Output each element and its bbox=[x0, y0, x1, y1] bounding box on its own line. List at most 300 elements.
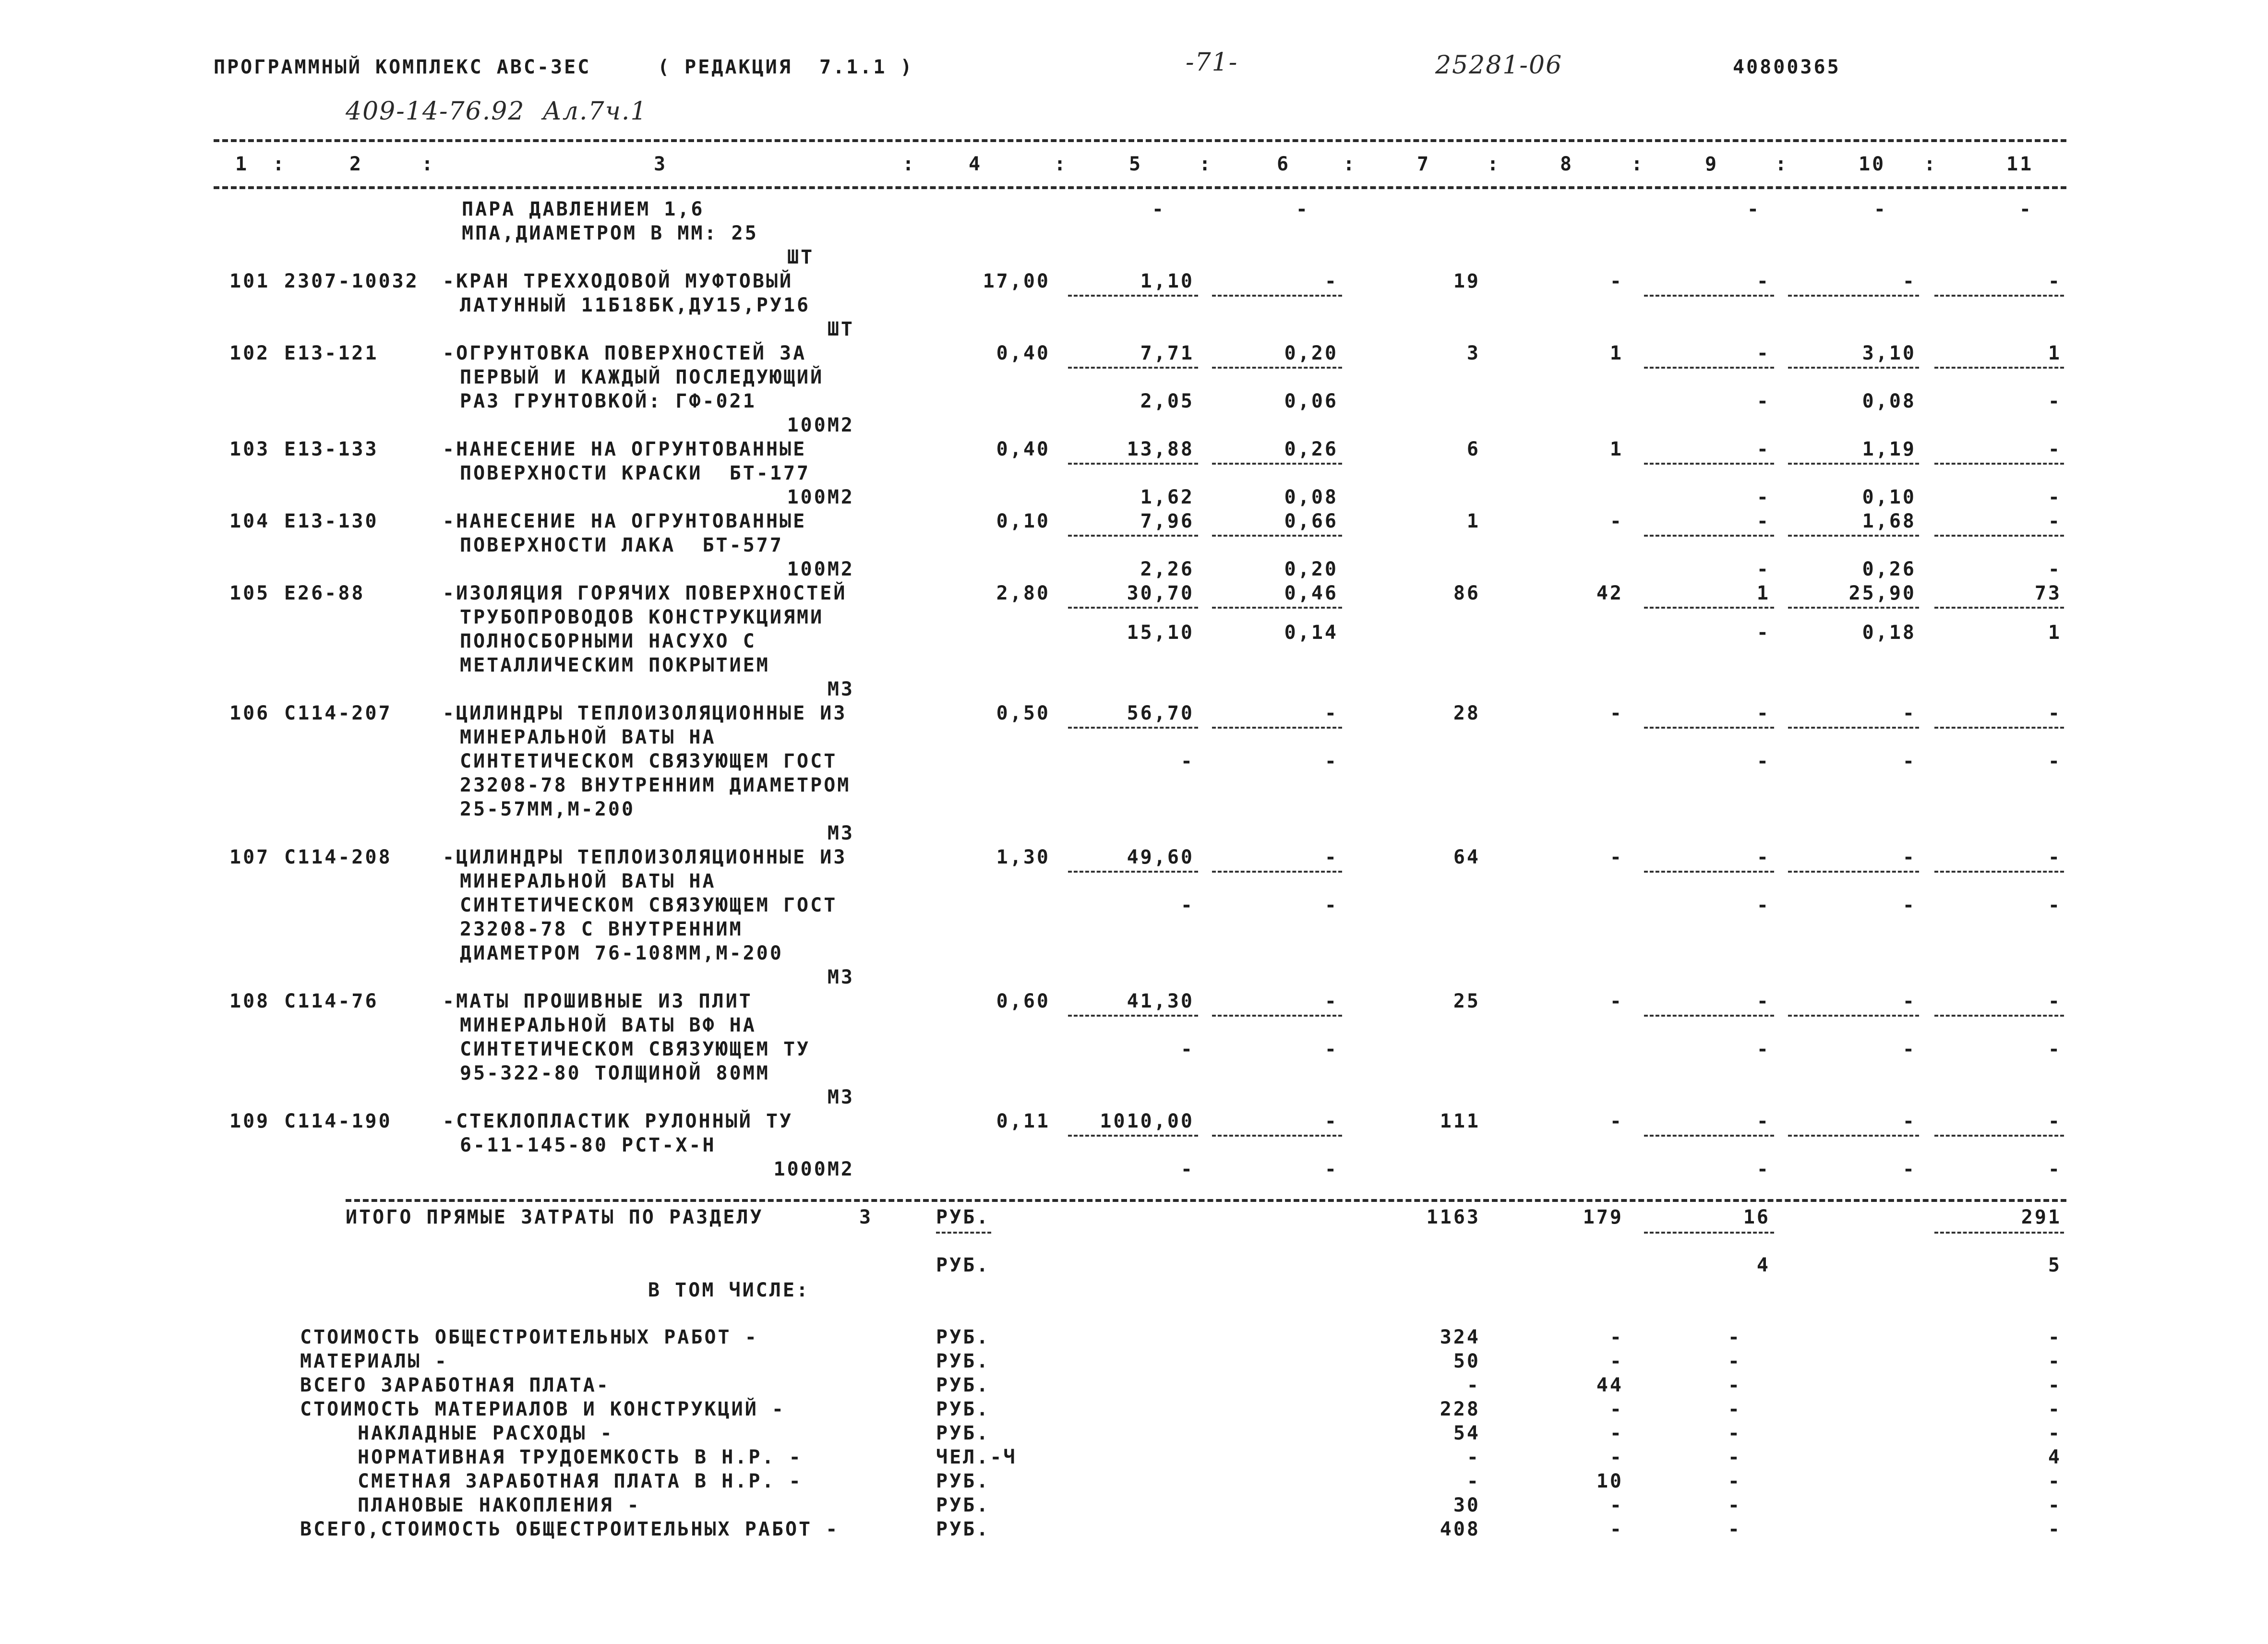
item-subvalue-col6: - bbox=[1324, 1038, 1338, 1060]
item-total-cost: 64 bbox=[1453, 846, 1480, 868]
value-divider bbox=[1212, 607, 1342, 609]
summary-col11: 4 bbox=[2048, 1446, 2062, 1468]
value-divider bbox=[1934, 607, 2064, 609]
value-divider bbox=[1934, 463, 2064, 465]
summary-col8: - bbox=[1609, 1326, 1623, 1348]
item-value-col11: - bbox=[2048, 990, 2062, 1012]
unit-label: ШТ bbox=[787, 246, 815, 268]
continued-value: - bbox=[1873, 198, 1887, 220]
total-unit: РУБ. bbox=[936, 1206, 990, 1228]
item-value-col11: 73 bbox=[2034, 582, 2062, 604]
summary-col8: - bbox=[1609, 1350, 1623, 1372]
item-value-col8: - bbox=[1609, 702, 1623, 724]
item-value-col10: 1,19 bbox=[1862, 438, 1916, 460]
summary-unit: РУБ. bbox=[936, 1374, 990, 1396]
item-subvalue-col9: - bbox=[1756, 486, 1770, 508]
column-header-9: 9 bbox=[1705, 153, 1719, 175]
item-value-col9: - bbox=[1756, 510, 1770, 532]
item-description: СИНТЕТИЧЕСКОМ СВЯЗУЮЩЕМ ТУ bbox=[460, 1038, 811, 1060]
summary-col8: 10 bbox=[1596, 1470, 1623, 1492]
value-divider bbox=[1644, 727, 1774, 729]
item-value-col9: - bbox=[1756, 438, 1770, 460]
value-divider bbox=[1068, 535, 1198, 537]
item-description: -ИЗОЛЯЦИЯ ГОРЯЧИХ ПОВЕРХНОСТЕЙ bbox=[443, 582, 847, 604]
column-header-1: 1 bbox=[235, 153, 249, 175]
continued-description-line: МПА,ДИАМЕТРОМ В ММ: 25 bbox=[462, 222, 758, 244]
item-subvalue-col10: - bbox=[1902, 750, 1916, 772]
item-number: 107 bbox=[229, 846, 270, 868]
item-value-col11: - bbox=[2048, 438, 2062, 460]
item-value-col9: - bbox=[1756, 846, 1770, 868]
item-value-col8: - bbox=[1609, 846, 1623, 868]
edition-label: ( РЕДАКЦИЯ 7.1.1 ) bbox=[658, 56, 914, 78]
item-unit-cost: 1,10 bbox=[1140, 270, 1194, 292]
column-header-11: 11 bbox=[2006, 153, 2034, 175]
item-subvalue-col9: - bbox=[1756, 622, 1770, 644]
item-quantity: 0,40 bbox=[996, 438, 1050, 460]
item-code: С114-190 bbox=[284, 1110, 392, 1132]
summary-label: НАКЛАДНЫЕ РАСХОДЫ - bbox=[358, 1422, 614, 1444]
value-divider bbox=[1644, 463, 1774, 465]
continued-value: - bbox=[1296, 198, 1309, 220]
item-unit-cost: 56,70 bbox=[1127, 702, 1194, 724]
value-divider bbox=[1644, 535, 1774, 537]
item-subvalue-col10: - bbox=[1902, 1038, 1916, 1060]
item-subvalue-col10: 0,10 bbox=[1862, 486, 1916, 508]
summary-col7: 30 bbox=[1453, 1494, 1480, 1516]
item-description: -НАНЕСЕНИЕ НА ОГРУНТОВАННЫЕ bbox=[443, 438, 807, 460]
item-quantity: 1,30 bbox=[996, 846, 1050, 868]
including-heading: В ТОМ ЧИСЛЕ: bbox=[648, 1279, 810, 1301]
total-subvalue-col11: 5 bbox=[2048, 1254, 2062, 1276]
summary-col9: - bbox=[1728, 1398, 1741, 1420]
item-description: СИНТЕТИЧЕСКОМ СВЯЗУЮЩЕМ ГОСТ bbox=[460, 894, 838, 916]
summary-col9: - bbox=[1728, 1446, 1741, 1468]
value-divider bbox=[1934, 1135, 2064, 1137]
total-divider bbox=[936, 1232, 991, 1234]
column-separator: : bbox=[1199, 153, 1213, 175]
summary-label: ВСЕГО ЗАРАБОТНАЯ ПЛАТА- bbox=[300, 1374, 610, 1396]
item-subvalue-col5: 2,26 bbox=[1140, 558, 1194, 580]
value-divider bbox=[1934, 535, 2064, 537]
summary-col11: - bbox=[2048, 1350, 2062, 1372]
item-code: С114-207 bbox=[284, 702, 392, 724]
item-value-col8: 1 bbox=[1609, 438, 1623, 460]
column-separator: : bbox=[273, 153, 287, 175]
item-subvalue-col9: - bbox=[1756, 390, 1770, 412]
summary-unit: РУБ. bbox=[936, 1326, 990, 1348]
item-description: 23208-78 С ВНУТРЕННИМ bbox=[460, 918, 743, 940]
unit-label: М3 bbox=[827, 822, 854, 844]
summary-label: ВСЕГО,СТОИМОСТЬ ОБЩЕСТРОИТЕЛЬНЫХ РАБОТ - bbox=[300, 1518, 840, 1540]
item-subvalue-col5: - bbox=[1180, 1038, 1194, 1060]
item-description: 6-11-145-80 РСТ-Х-Н bbox=[460, 1134, 716, 1156]
item-quantity: 0,40 bbox=[996, 342, 1050, 364]
item-unit-cost: 1010,00 bbox=[1100, 1110, 1194, 1132]
summary-col7: - bbox=[1466, 1374, 1480, 1396]
item-description: МИНЕРАЛЬНОЙ ВАТЫ ВФ НА bbox=[460, 1014, 756, 1036]
item-value-col6: - bbox=[1324, 1110, 1338, 1132]
item-value-col11: - bbox=[2048, 1110, 2062, 1132]
summary-col11: - bbox=[2048, 1374, 2062, 1396]
value-divider bbox=[1068, 727, 1198, 729]
column-header-5: 5 bbox=[1129, 153, 1143, 175]
item-subvalue-col10: 0,18 bbox=[1862, 622, 1916, 644]
continued-value: - bbox=[2019, 198, 2033, 220]
summary-col7: 228 bbox=[1440, 1398, 1480, 1420]
value-divider bbox=[1212, 1015, 1342, 1017]
item-subvalue-col5: - bbox=[1180, 1158, 1194, 1180]
item-number: 106 bbox=[229, 702, 270, 724]
item-value-col8: - bbox=[1609, 270, 1623, 292]
value-divider bbox=[1644, 607, 1774, 609]
value-divider bbox=[1212, 871, 1342, 873]
item-unit-cost: 49,60 bbox=[1127, 846, 1194, 868]
value-divider bbox=[1788, 295, 1919, 297]
total-divider bbox=[1934, 1232, 2064, 1234]
item-value-col11: - bbox=[2048, 270, 2062, 292]
item-description: ПЕРВЫЙ И КАЖДЫЙ ПОСЛЕДУЮЩИЙ bbox=[460, 366, 824, 388]
value-divider bbox=[1934, 871, 2064, 873]
item-number: 104 bbox=[229, 510, 270, 532]
item-subvalue-col10: 0,08 bbox=[1862, 390, 1916, 412]
summary-col9: - bbox=[1728, 1470, 1741, 1492]
item-number: 108 bbox=[229, 990, 270, 1012]
item-quantity: 0,50 bbox=[996, 702, 1050, 724]
column-header-6: 6 bbox=[1277, 153, 1291, 175]
summary-unit: РУБ. bbox=[936, 1398, 990, 1420]
item-value-col11: - bbox=[2048, 846, 2062, 868]
item-subvalue-col5: 2,05 bbox=[1140, 390, 1194, 412]
summary-col8: - bbox=[1609, 1398, 1623, 1420]
item-unit-cost: 30,70 bbox=[1127, 582, 1194, 604]
value-divider bbox=[1788, 871, 1919, 873]
column-header-8: 8 bbox=[1560, 153, 1574, 175]
value-divider bbox=[1788, 607, 1919, 609]
item-value-col9: - bbox=[1756, 1110, 1770, 1132]
value-divider bbox=[1644, 295, 1774, 297]
summary-label: СТОИМОСТЬ ОБЩЕСТРОИТЕЛЬНЫХ РАБОТ - bbox=[300, 1326, 758, 1348]
item-value-col8: - bbox=[1609, 990, 1623, 1012]
column-separator: : bbox=[902, 153, 916, 175]
item-subvalue-col11: - bbox=[2048, 558, 2062, 580]
total-divider bbox=[1644, 1232, 1774, 1234]
program-title: ПРОГРАММНЫЙ КОМПЛЕКС АВС-3ЕС bbox=[214, 56, 591, 78]
value-divider bbox=[1068, 367, 1198, 369]
item-subvalue-col10: - bbox=[1902, 1158, 1916, 1180]
item-subvalue-col9: - bbox=[1756, 894, 1770, 916]
item-subvalue-col9: - bbox=[1756, 1038, 1770, 1060]
total-label: ИТОГО ПРЯМЫЕ ЗАТРАТЫ ПО РАЗДЕЛУ bbox=[346, 1206, 764, 1228]
item-description: 95-322-80 ТОЛЩИНОЙ 80ММ bbox=[460, 1062, 770, 1084]
item-value-col6: - bbox=[1324, 702, 1338, 724]
summary-col11: - bbox=[2048, 1398, 2062, 1420]
document-code: 40800365 bbox=[1733, 56, 1841, 78]
total-subvalue-col9: 4 bbox=[1756, 1254, 1770, 1276]
continued-value: - bbox=[1152, 198, 1165, 220]
item-description: -ЦИЛИНДРЫ ТЕПЛОИЗОЛЯЦИОННЫЕ ИЗ bbox=[443, 702, 847, 724]
item-quantity: 0,10 bbox=[996, 510, 1050, 532]
item-description: ПОВЕРХНОСТИ КРАСКИ БТ-177 bbox=[460, 462, 811, 484]
summary-label: МАТЕРИАЛЫ - bbox=[300, 1350, 448, 1372]
value-divider bbox=[1788, 727, 1919, 729]
item-value-col6: - bbox=[1324, 990, 1338, 1012]
summary-col8: - bbox=[1609, 1446, 1623, 1468]
column-header-3: 3 bbox=[654, 153, 668, 175]
item-subvalue-col11: - bbox=[2048, 390, 2062, 412]
item-value-col6: - bbox=[1324, 270, 1338, 292]
item-value-col11: - bbox=[2048, 702, 2062, 724]
page-number: -71- bbox=[1186, 48, 1238, 77]
item-description: МИНЕРАЛЬНОЙ ВАТЫ НА bbox=[460, 726, 716, 748]
item-value-col6: 0,26 bbox=[1284, 438, 1338, 460]
item-value-col10: - bbox=[1902, 270, 1916, 292]
item-value-col10: - bbox=[1902, 846, 1916, 868]
value-divider bbox=[1068, 295, 1198, 297]
value-divider bbox=[1644, 367, 1774, 369]
value-divider bbox=[1934, 727, 2064, 729]
unit-label: 1000М2 bbox=[773, 1158, 854, 1180]
item-value-col6: 0,46 bbox=[1284, 582, 1338, 604]
value-divider bbox=[1788, 367, 1919, 369]
summary-col11: - bbox=[2048, 1494, 2062, 1516]
item-description: -НАНЕСЕНИЕ НА ОГРУНТОВАННЫЕ bbox=[443, 510, 807, 532]
item-code: Е26-88 bbox=[284, 582, 365, 604]
summary-col9: - bbox=[1728, 1374, 1741, 1396]
item-description: ПОВЕРХНОСТИ ЛАКА БТ-577 bbox=[460, 534, 783, 556]
value-divider bbox=[1934, 295, 2064, 297]
item-value-col9: 1 bbox=[1756, 582, 1770, 604]
item-subvalue-col11: - bbox=[2048, 894, 2062, 916]
item-subvalue-col6: - bbox=[1324, 750, 1338, 772]
value-divider bbox=[1212, 1135, 1342, 1137]
value-divider bbox=[1934, 1015, 2064, 1017]
column-header-2: 2 bbox=[349, 153, 363, 175]
item-subvalue-col6: - bbox=[1324, 894, 1338, 916]
unit-label: 100М2 bbox=[787, 414, 854, 436]
item-description: ДИАМЕТРОМ 76-108ММ,М-200 bbox=[460, 942, 783, 964]
column-separator: : bbox=[1054, 153, 1068, 175]
item-subvalue-col11: 1 bbox=[2048, 622, 2062, 644]
item-value-col8: - bbox=[1609, 1110, 1623, 1132]
item-number: 103 bbox=[229, 438, 270, 460]
item-description: ПОЛНОСБОРНЫМИ НАСУХО С bbox=[460, 630, 756, 652]
column-header-7: 7 bbox=[1417, 153, 1431, 175]
item-number: 105 bbox=[229, 582, 270, 604]
item-description: -СТЕКЛОПЛАСТИК РУЛОННЫЙ ТУ bbox=[443, 1110, 793, 1132]
total-col11: 291 bbox=[2021, 1206, 2062, 1228]
item-description: МИНЕРАЛЬНОЙ ВАТЫ НА bbox=[460, 870, 716, 892]
item-subvalue-col6: 0,06 bbox=[1284, 390, 1338, 412]
item-value-col10: - bbox=[1902, 702, 1916, 724]
summary-unit: ЧЕЛ.-Ч bbox=[936, 1446, 1017, 1468]
document-number: 25281-06 bbox=[1435, 51, 1563, 80]
unit-label: М3 bbox=[827, 966, 854, 988]
item-number: 109 bbox=[229, 1110, 270, 1132]
item-total-cost: 3 bbox=[1466, 342, 1480, 364]
item-unit-cost: 13,88 bbox=[1127, 438, 1194, 460]
summary-col8: - bbox=[1609, 1422, 1623, 1444]
item-total-cost: 111 bbox=[1440, 1110, 1480, 1132]
summary-col8: - bbox=[1609, 1518, 1623, 1540]
item-description: ЛАТУННЫЙ 11Б18БК,ДУ15,РУ16 bbox=[460, 294, 811, 316]
summary-unit: РУБ. bbox=[936, 1350, 990, 1372]
value-divider bbox=[1068, 871, 1198, 873]
total-col8: 179 bbox=[1583, 1206, 1623, 1228]
item-total-cost: 1 bbox=[1466, 510, 1480, 532]
unit-label: М3 bbox=[827, 678, 854, 700]
item-subvalue-col6: 0,14 bbox=[1284, 622, 1338, 644]
item-number: 102 bbox=[229, 342, 270, 364]
item-value-col10: 3,10 bbox=[1862, 342, 1916, 364]
value-divider bbox=[1068, 1015, 1198, 1017]
item-subvalue-col5: - bbox=[1180, 894, 1194, 916]
header-bottom-rule bbox=[214, 186, 2066, 189]
item-total-cost: 19 bbox=[1453, 270, 1480, 292]
value-divider bbox=[1212, 727, 1342, 729]
item-description: МЕТАЛЛИЧЕСКИМ ПОКРЫТИЕМ bbox=[460, 654, 770, 676]
table-top-rule bbox=[214, 139, 2066, 142]
unit-label: 100М2 bbox=[787, 558, 854, 580]
summary-unit: РУБ. bbox=[936, 1518, 990, 1540]
summary-unit: РУБ. bbox=[936, 1494, 990, 1516]
summary-col7: 408 bbox=[1440, 1518, 1480, 1540]
item-value-col6: - bbox=[1324, 846, 1338, 868]
item-subvalue-col10: - bbox=[1902, 894, 1916, 916]
column-separator: : bbox=[1631, 153, 1645, 175]
item-value-col10: - bbox=[1902, 990, 1916, 1012]
item-quantity: 17,00 bbox=[983, 270, 1050, 292]
item-total-cost: 28 bbox=[1453, 702, 1480, 724]
summary-label: СМЕТНАЯ ЗАРАБОТНАЯ ПЛАТА В Н.Р. - bbox=[358, 1470, 803, 1492]
item-value-col9: - bbox=[1756, 342, 1770, 364]
item-total-cost: 25 bbox=[1453, 990, 1480, 1012]
item-subvalue-col9: - bbox=[1756, 750, 1770, 772]
summary-col8: - bbox=[1609, 1494, 1623, 1516]
value-divider bbox=[1788, 1015, 1919, 1017]
project-reference: 409-14-76.92 Ал.7ч.1 bbox=[346, 97, 648, 126]
item-unit-cost: 7,96 bbox=[1140, 510, 1194, 532]
item-unit-cost: 7,71 bbox=[1140, 342, 1194, 364]
value-divider bbox=[1644, 1015, 1774, 1017]
continued-value: - bbox=[1747, 198, 1761, 220]
value-divider bbox=[1212, 463, 1342, 465]
summary-col9: - bbox=[1728, 1422, 1741, 1444]
summary-col11: - bbox=[2048, 1470, 2062, 1492]
summary-label: НОРМАТИВНАЯ ТРУДОЕМКОСТЬ В Н.Р. - bbox=[358, 1446, 803, 1468]
column-separator: : bbox=[1775, 153, 1789, 175]
value-divider bbox=[1068, 463, 1198, 465]
item-subvalue-col5: - bbox=[1180, 750, 1194, 772]
item-description: РАЗ ГРУНТОВКОЙ: ГФ-021 bbox=[460, 390, 756, 412]
item-quantity: 2,80 bbox=[996, 582, 1050, 604]
column-separator: : bbox=[1343, 153, 1357, 175]
item-value-col10: - bbox=[1902, 1110, 1916, 1132]
item-value-col6: 0,66 bbox=[1284, 510, 1338, 532]
summary-label: СТОИМОСТЬ МАТЕРИАЛОВ И КОНСТРУКЦИЙ - bbox=[300, 1398, 785, 1420]
item-value-col11: - bbox=[2048, 510, 2062, 532]
summary-col9: - bbox=[1728, 1518, 1741, 1540]
summary-col8: 44 bbox=[1596, 1374, 1623, 1396]
summary-col7: - bbox=[1466, 1470, 1480, 1492]
summary-col11: - bbox=[2048, 1422, 2062, 1444]
item-value-col8: - bbox=[1609, 510, 1623, 532]
value-divider bbox=[1068, 1135, 1198, 1137]
item-subvalue-col11: - bbox=[2048, 1038, 2062, 1060]
summary-col9: - bbox=[1728, 1326, 1741, 1348]
summary-label: ПЛАНОВЫЕ НАКОПЛЕНИЯ - bbox=[358, 1494, 641, 1516]
item-subvalue-col9: - bbox=[1756, 1158, 1770, 1180]
item-code: Е13-133 bbox=[284, 438, 379, 460]
summary-col7: - bbox=[1466, 1446, 1480, 1468]
item-value-col10: 25,90 bbox=[1848, 582, 1916, 604]
item-subvalue-col9: - bbox=[1756, 558, 1770, 580]
item-value-col9: - bbox=[1756, 990, 1770, 1012]
column-header-10: 10 bbox=[1859, 153, 1886, 175]
summary-col11: - bbox=[2048, 1518, 2062, 1540]
summary-col7: 50 bbox=[1453, 1350, 1480, 1372]
value-divider bbox=[1788, 463, 1919, 465]
item-description: -КРАН ТРЕХХОДОВОЙ МУФТОВЫЙ bbox=[443, 270, 793, 292]
item-quantity: 0,11 bbox=[996, 1110, 1050, 1132]
total-rule bbox=[346, 1199, 2066, 1202]
item-value-col8: 1 bbox=[1609, 342, 1623, 364]
item-code: Е13-130 bbox=[284, 510, 379, 532]
column-separator: : bbox=[1487, 153, 1501, 175]
total-unit: РУБ. bbox=[936, 1254, 990, 1276]
summary-col7: 324 bbox=[1440, 1326, 1480, 1348]
summary-col9: - bbox=[1728, 1350, 1741, 1372]
item-description: ТРУБОПРОВОДОВ КОНСТРУКЦИЯМИ bbox=[460, 606, 824, 628]
item-subvalue-col5: 15,10 bbox=[1127, 622, 1194, 644]
value-divider bbox=[1788, 1135, 1919, 1137]
item-description: -ОГРУНТОВКА ПОВЕРХНОСТЕЙ ЗА bbox=[443, 342, 807, 364]
item-description: 23208-78 ВНУТРЕННИМ ДИАМЕТРОМ bbox=[460, 774, 851, 796]
item-value-col6: 0,20 bbox=[1284, 342, 1338, 364]
item-subvalue-col10: 0,26 bbox=[1862, 558, 1916, 580]
item-value-col8: 42 bbox=[1596, 582, 1623, 604]
item-code: Е13-121 bbox=[284, 342, 379, 364]
value-divider bbox=[1212, 295, 1342, 297]
summary-col7: 54 bbox=[1453, 1422, 1480, 1444]
item-subvalue-col11: - bbox=[2048, 486, 2062, 508]
column-separator: : bbox=[1924, 153, 1938, 175]
item-code: С114-76 bbox=[284, 990, 379, 1012]
item-description: -МАТЫ ПРОШИВНЫЕ ИЗ ПЛИТ bbox=[443, 990, 753, 1012]
item-unit-cost: 41,30 bbox=[1127, 990, 1194, 1012]
total-col9: 16 bbox=[1743, 1206, 1770, 1228]
value-divider bbox=[1644, 871, 1774, 873]
item-subvalue-col6: - bbox=[1324, 1158, 1338, 1180]
item-total-cost: 6 bbox=[1466, 438, 1480, 460]
item-total-cost: 86 bbox=[1453, 582, 1480, 604]
item-description: -ЦИЛИНДРЫ ТЕПЛОИЗОЛЯЦИОННЫЕ ИЗ bbox=[443, 846, 847, 868]
value-divider bbox=[1934, 367, 2064, 369]
item-value-col10: 1,68 bbox=[1862, 510, 1916, 532]
value-divider bbox=[1644, 1135, 1774, 1137]
value-divider bbox=[1212, 367, 1342, 369]
summary-unit: РУБ. bbox=[936, 1422, 990, 1444]
item-code: С114-208 bbox=[284, 846, 392, 868]
item-subvalue-col11: - bbox=[2048, 750, 2062, 772]
continued-description-line: ПАРА ДАВЛЕНИЕМ 1,6 bbox=[462, 198, 705, 220]
item-number: 101 bbox=[229, 270, 270, 292]
value-divider bbox=[1788, 535, 1919, 537]
item-value-col9: - bbox=[1756, 702, 1770, 724]
item-value-col9: - bbox=[1756, 270, 1770, 292]
value-divider bbox=[1068, 607, 1198, 609]
item-code: 2307-10032 bbox=[284, 270, 419, 292]
